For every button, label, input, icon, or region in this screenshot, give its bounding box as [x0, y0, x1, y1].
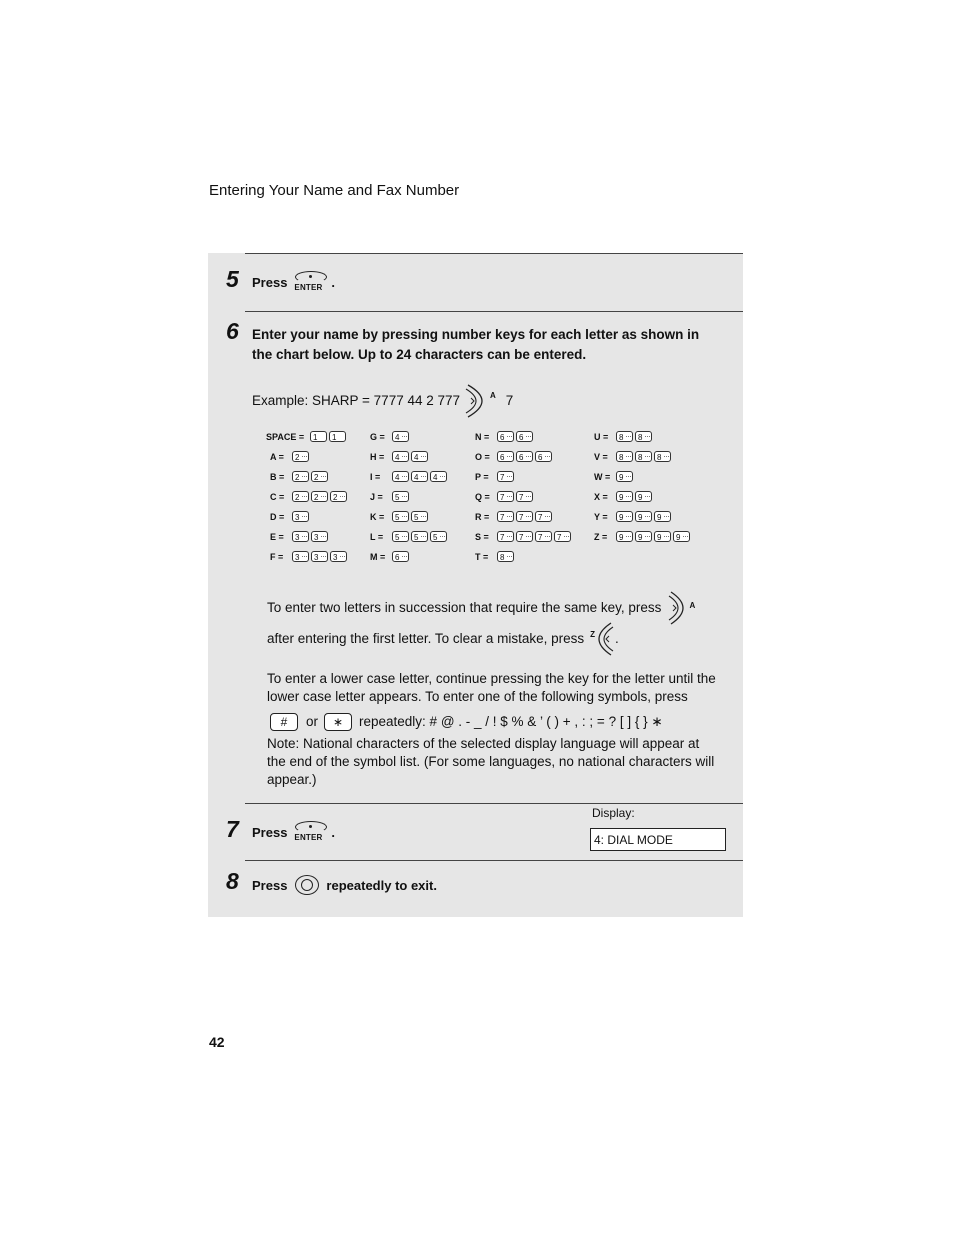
number-key-icon: 9	[635, 491, 652, 502]
chart-entry	[266, 491, 347, 502]
number-key-icon: 6	[516, 451, 533, 462]
symbols-row	[270, 713, 663, 731]
number-key-icon: 7	[554, 531, 571, 542]
number-key-icon: 4	[411, 471, 428, 482]
chart-entry	[475, 471, 514, 482]
chart-letter-label: U =	[594, 431, 609, 442]
lower-line-1: To enter a lower case letter, continue pressing the key for the letter until the	[267, 671, 716, 686]
number-key-icon: 9	[616, 491, 633, 502]
number-key-icon: 4	[392, 451, 409, 462]
number-key-icon: 2	[330, 491, 347, 502]
chart-letter-label: S =	[475, 531, 489, 542]
number-key-icon: 2	[311, 491, 328, 502]
or-text: or	[306, 714, 319, 729]
chart-letter-label: H =	[370, 451, 385, 462]
chart-letter-label: O =	[475, 451, 490, 462]
chart-entry	[370, 551, 409, 562]
example-row	[252, 383, 513, 419]
chart-entry	[266, 551, 347, 562]
page-number: 42	[209, 1034, 225, 1050]
clear-row	[267, 621, 619, 657]
chart-letter-label: N =	[475, 431, 490, 442]
number-key-icon: 2	[311, 471, 328, 482]
note-line-1: Note: National characters of the selected display language will appear at	[267, 736, 700, 751]
step7-end: .	[331, 824, 336, 840]
chart-letter-label: G =	[370, 431, 385, 442]
number-key-icon: 4	[411, 451, 428, 462]
number-key-icon: 5	[392, 531, 409, 542]
number-key-icon: 5	[430, 531, 447, 542]
enter-key-label: ENTER	[294, 833, 323, 842]
succession-key-letter: A	[689, 601, 696, 610]
example-key-letter: A	[490, 391, 496, 400]
chart-letter-label: B =	[270, 471, 285, 482]
number-key-icon: 9	[635, 511, 652, 522]
number-key-icon: 8	[616, 431, 633, 442]
chart-entry	[475, 511, 552, 522]
enter-key-icon	[293, 820, 329, 844]
chart-entry	[475, 491, 533, 502]
step5-press-label: Press	[252, 274, 288, 290]
number-key-icon: 7	[516, 511, 533, 522]
number-key-icon: 3	[292, 551, 309, 562]
chart-letter-label: A =	[270, 451, 284, 462]
number-key-icon: 3	[311, 551, 328, 562]
number-key-icon: 7	[535, 531, 552, 542]
chart-entry	[266, 531, 328, 542]
clear-key-letter: Z	[590, 630, 596, 639]
number-key-icon: 8	[654, 451, 671, 462]
number-key-icon: 8	[635, 431, 652, 442]
chart-entry	[594, 431, 652, 442]
step5-end: .	[331, 274, 336, 290]
display-label: Display:	[592, 806, 635, 820]
chart-entry	[266, 511, 309, 522]
chart-letter-label: J =	[370, 491, 383, 502]
number-key-icon: 7	[497, 471, 514, 482]
chart-entry	[475, 531, 571, 542]
number-key-icon: 2	[292, 491, 309, 502]
step6-instruction-line1: Enter your name by pressing number keys for each letter as shown in	[252, 327, 700, 342]
number-key-icon: 5	[392, 491, 409, 502]
number-key-icon: 3	[292, 511, 309, 522]
chart-entry	[370, 511, 428, 522]
step-number-8: 8	[226, 868, 239, 894]
number-key-icon: 5	[411, 531, 428, 542]
symbols-text: repeatedly: # @ . - _ / ! $ % & ’ ( ) + , : ; = ? [ ] { } ∗	[359, 714, 663, 729]
number-key-icon: 7	[516, 491, 533, 502]
number-key-icon: 4	[392, 471, 409, 482]
number-key-icon: 5	[411, 511, 428, 522]
step6-instruction-line2: the chart below. Up to 24 characters can be entered.	[252, 347, 587, 362]
chart-letter-label: Y =	[594, 511, 608, 522]
number-key-icon: 6	[516, 431, 533, 442]
chart-entry	[370, 491, 409, 502]
number-key-icon: 4	[430, 471, 447, 482]
chart-letter-label: T =	[475, 551, 489, 562]
chart-letter-label: C =	[270, 491, 285, 502]
number-key-icon: 8	[497, 551, 514, 562]
chart-letter-label: E =	[270, 531, 284, 542]
divider	[245, 311, 743, 312]
chart-letter-label: X =	[594, 491, 608, 502]
number-key-icon: 1	[310, 431, 327, 442]
chart-entry	[370, 531, 447, 542]
chart-letter-label: K =	[370, 511, 385, 522]
chart-entry	[370, 471, 447, 482]
page-header: Entering Your Name and Fax Number	[209, 182, 460, 199]
chart-letter-label: W =	[594, 471, 611, 482]
succession-text: To enter two letters in succession that require the same key, press	[267, 600, 662, 615]
step8-after-text: repeatedly to exit.	[326, 877, 437, 893]
letter-key-chart	[266, 431, 716, 571]
clear-text: after entering the first letter. To clear a mistake, press	[267, 631, 585, 646]
chart-entry	[475, 451, 552, 462]
number-key-icon: 7	[535, 511, 552, 522]
step-number-6: 6	[226, 318, 239, 344]
step8-row	[252, 875, 437, 895]
chart-entry	[594, 471, 633, 482]
chart-entry	[266, 471, 328, 482]
divider	[245, 253, 743, 254]
right-arrow-key-icon	[464, 383, 490, 419]
clear-end: .	[615, 631, 619, 646]
step7-press-label: Press	[252, 824, 288, 840]
hash-key-icon: #	[270, 713, 298, 731]
number-key-icon: 7	[497, 491, 514, 502]
number-key-icon: 9	[616, 511, 633, 522]
number-key-icon: 9	[616, 531, 633, 542]
number-key-icon: 6	[535, 451, 552, 462]
chart-entry	[370, 451, 428, 462]
divider	[245, 803, 743, 804]
number-key-icon: 6	[392, 551, 409, 562]
example-text: Example: SHARP = 7777 44 2 777	[252, 393, 461, 408]
number-key-icon: 7	[497, 531, 514, 542]
chart-entry	[594, 511, 671, 522]
number-key-icon: 6	[497, 431, 514, 442]
star-key-icon: ∗	[324, 713, 352, 731]
chart-letter-label: R =	[475, 511, 490, 522]
chart-entry	[475, 551, 514, 562]
chart-letter-label: Z =	[594, 531, 608, 542]
chart-letter-label: I =	[370, 471, 381, 482]
example-end: 7	[505, 393, 514, 408]
number-key-icon: 5	[392, 511, 409, 522]
divider	[245, 860, 743, 861]
chart-entry	[475, 431, 533, 442]
number-key-icon: 2	[292, 451, 309, 462]
step-number-5: 5	[226, 266, 239, 292]
chart-letter-label: Q =	[475, 491, 490, 502]
number-key-icon: 9	[654, 511, 671, 522]
chart-letter-label: P =	[475, 471, 489, 482]
chart-entry	[266, 451, 309, 462]
number-key-icon: 1	[329, 431, 346, 442]
number-key-icon: 9	[654, 531, 671, 542]
chart-entry	[594, 491, 652, 502]
chart-letter-label: F =	[270, 551, 284, 562]
note-text	[267, 735, 714, 789]
enter-key-icon	[293, 270, 329, 294]
number-key-icon: 9	[635, 531, 652, 542]
number-key-icon: 7	[497, 511, 514, 522]
lower-case-text	[267, 670, 716, 706]
enter-key-label: ENTER	[294, 283, 323, 292]
chart-letter-label: V =	[594, 451, 608, 462]
stop-key-icon	[295, 875, 319, 895]
lcd-display: 4: DIAL MODE	[590, 828, 726, 851]
chart-entry	[370, 431, 409, 442]
chart-letter-label: L =	[370, 531, 384, 542]
number-key-icon: 4	[392, 431, 409, 442]
left-arrow-key-icon	[595, 621, 615, 657]
step-number-7: 7	[226, 816, 239, 842]
number-key-icon: 6	[497, 451, 514, 462]
step8-press-label: Press	[252, 877, 288, 893]
note-line-3: appear.)	[267, 772, 317, 787]
number-key-icon: 3	[292, 531, 309, 542]
note-line-2: the end of the symbol list. (For some languages, no national characters will	[267, 754, 715, 769]
number-key-icon: 9	[673, 531, 690, 542]
chart-letter-label: SPACE =	[266, 431, 305, 442]
instruction-panel	[208, 253, 743, 917]
chart-entry	[594, 451, 671, 462]
number-key-icon: 3	[330, 551, 347, 562]
step5-row	[252, 270, 335, 294]
number-key-icon: 3	[311, 531, 328, 542]
chart-letter-label: M =	[370, 551, 386, 562]
number-key-icon: 7	[516, 531, 533, 542]
chart-entry	[266, 431, 346, 442]
number-key-icon: 8	[616, 451, 633, 462]
number-key-icon: 9	[616, 471, 633, 482]
number-key-icon: 2	[292, 471, 309, 482]
step7-row	[252, 820, 335, 844]
lower-line-2: lower case letter appears. To enter one of the following symbols, press	[267, 689, 688, 704]
number-key-icon: 8	[635, 451, 652, 462]
chart-letter-label: D =	[270, 511, 285, 522]
chart-entry	[594, 531, 690, 542]
step6-instruction	[252, 325, 699, 365]
right-arrow-key-icon	[667, 590, 689, 626]
